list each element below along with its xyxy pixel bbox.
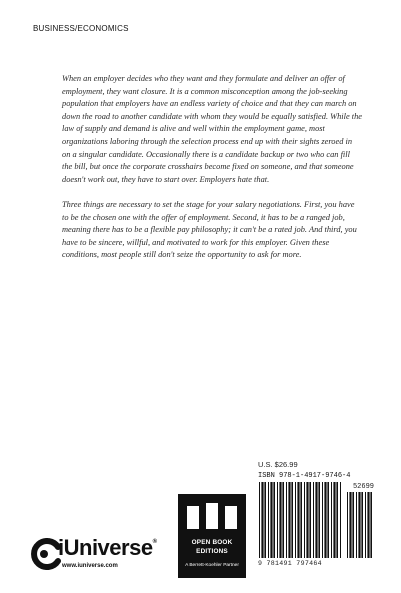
publisher-url: www.iuniverse.com: [62, 563, 118, 569]
barcode-digits: 9 781491 797464: [258, 560, 322, 567]
price-addon-code: 52699: [352, 483, 374, 491]
isbn-barcode-block: [258, 472, 376, 570]
addon-barcode: [346, 492, 376, 560]
price-label: U.S. $26.99: [258, 460, 298, 469]
isbn-number: ISBN 978-1-4917-9746-4: [258, 472, 351, 480]
back-cover-blurb: [62, 73, 362, 275]
publisher-name: iUniverse®: [58, 535, 157, 560]
imprint-partner: A Berrett-Koehler Partner: [185, 563, 239, 568]
book-category: BUSINESS/ECONOMICS: [33, 24, 129, 33]
imprint-name: OPEN BOOK EDITIONS: [191, 539, 233, 555]
open-book-editions-logo: [178, 494, 246, 578]
open-book-icon: [187, 503, 237, 529]
iuniverse-logo: [28, 535, 168, 578]
blurb-paragraph-1: When an employer decides who they want and they formulate and deliver an offer of employment, they want closure. It is a common misconception among the job-seeking population that employers have an endless variety of choice and that they can march on down the road to another candidate with whom they would be equally satisfied. While the law of supply and demand is alive and well within the employment game, most organizations laboring through the selection process end up with their sights zeroed in on a singular candidate. Occasionally there is a candidate backup or two who can fill the bill, but once the corporate crosshairs become fixed on someone, and that someone doesn't work out, they have to start over. Employers hate that.: [62, 74, 362, 184]
ean-barcode: [258, 482, 344, 560]
blurb-paragraph-2: Three things are necessary to set the stage for your salary negotiations. First, you have to be the chosen one with the offer of employment. Second, it has to be a ranged job, meaning there has to be a flexible pay philosophy; it can't be a rated job. And third, you have to be sincere, willful, and motivated to work for this employer. Given these conditions, most people still don't seize the opportunity to ask for more.: [62, 199, 357, 260]
